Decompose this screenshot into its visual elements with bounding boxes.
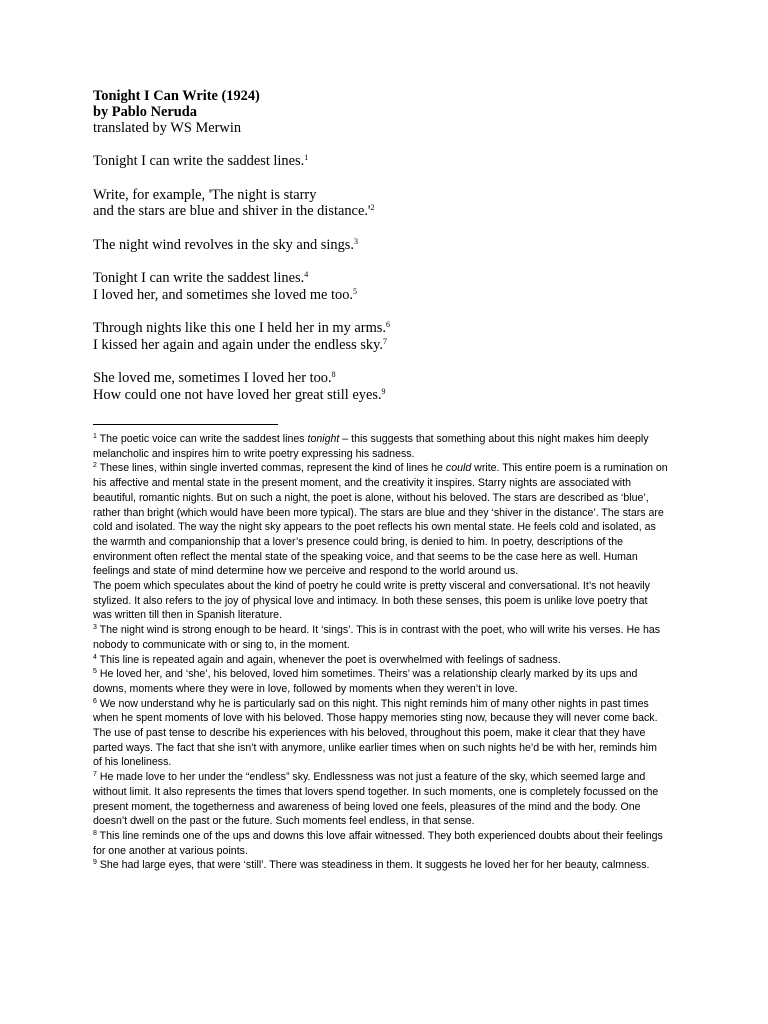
footnote-text: He made love to her under the “endless” sky. Endlessness was not just a feature of the sky, which seemed large and without limit. It also represents the times that lovers spend together. In such moments, one is completely focussed on the present moment, the togetherness and awareness of being loved one feels, pleasures of the mind and the body. One doesn’t dwell on the past or the future. Such moments feel endless, in that sense. bbox=[93, 771, 659, 828]
footnote-text: write. This entire poem is a rumination on his affective and mental state in the present moment, and the creativity it inspires. Starry nights are associated with beautiful, romantic nights. But on such a night, the poet is alone, without his beloved. The stars are described as ‘blue’, rather than bright (which would have been more typical). The stars are blue and they ‘shiver in the distance’. The stars are cold and isolated. The way the night sky appears to the poet reflects his own mental state. He feels cold and isolated, as the warmth and companionship that a lover’s presence could bring, is denied to him. In poetry, descriptions of the environment often reflect the mental state of the speaking voice, and that seems to be the case here as well. Human feelings and state of mind determine how we perceive and respond to the world around us. bbox=[93, 462, 668, 578]
footnote bbox=[93, 432, 668, 461]
poem-line-text: She loved me, sometimes I loved her too. bbox=[93, 370, 332, 386]
poem-line-text: Tonight I can write the saddest lines. bbox=[93, 270, 305, 286]
footnote-text: This line is repeated again and again, whenever the poet is overwhelmed with feelings of sadness. bbox=[96, 653, 561, 666]
footnote-number: 5 bbox=[93, 668, 97, 676]
poem-stanza bbox=[93, 237, 683, 254]
poem-stanza bbox=[93, 153, 683, 170]
poem-line-text: and the stars are blue and shiver in the distance.' bbox=[93, 203, 371, 219]
footnote-emphasis: tonight bbox=[307, 433, 340, 445]
poem-header bbox=[93, 88, 683, 136]
poem-line bbox=[93, 337, 683, 354]
footnote bbox=[93, 829, 668, 858]
footnote-number: 6 bbox=[93, 697, 97, 705]
footnote-text: These lines, within single inverted commas, represent the kind of lines he bbox=[96, 462, 446, 475]
poem-line bbox=[93, 320, 683, 337]
footnote-text: The poem which speculates about the kind of poetry he could write is pretty visceral and conversational. It’s not heavily stylized. It also refers to the joy of physical love and intimacy. In both these senses, this poem is unlike love poetry that was written till then in Spanish literature. bbox=[93, 580, 650, 622]
footnote-number: 8 bbox=[93, 829, 97, 837]
footnote bbox=[93, 697, 668, 771]
poem-line bbox=[93, 287, 683, 304]
footnote-reference[interactable]: 6 bbox=[385, 320, 390, 329]
poem-line bbox=[93, 187, 683, 204]
poem-translator: translated by WS Merwin bbox=[93, 120, 242, 136]
poem-line-text: I kissed her again and again under the endless sky. bbox=[93, 336, 383, 353]
footnote-number: 3 bbox=[93, 624, 97, 632]
footnote-number: 2 bbox=[93, 462, 97, 470]
footnote-text: The poetic voice can write the saddest lines bbox=[96, 433, 308, 445]
footnote-text: The night wind is strong enough to be heard. It ‘sings’. This is in contrast with the poet, who will write his verses. He has nobody to communicate with or sing to, in the moment. bbox=[93, 624, 661, 651]
poem-body bbox=[93, 153, 683, 403]
document-page bbox=[93, 88, 683, 873]
footnote-emphasis: could bbox=[445, 462, 472, 475]
poem-line bbox=[93, 387, 683, 404]
footnote bbox=[93, 858, 668, 873]
footnote-reference[interactable]: 2 bbox=[370, 203, 375, 212]
poem-stanza bbox=[93, 187, 683, 220]
footnote-text: He loved her, and ‘she’, his beloved, loved him sometimes. Theirs’ was a relationship clearly marked by its ups and downs, moments where they were in love, followed by moments when they weren’t in love. bbox=[93, 668, 638, 695]
footnote-number: 4 bbox=[93, 653, 97, 661]
footnote-reference[interactable]: 1 bbox=[304, 153, 309, 162]
footnote-number: 7 bbox=[93, 771, 97, 779]
poem-line-text: I loved her, and sometimes she loved me too. bbox=[93, 286, 353, 303]
poem-line bbox=[93, 153, 683, 170]
footnote-number: 1 bbox=[93, 433, 97, 440]
poem-line bbox=[93, 237, 683, 254]
footnote-text: This line reminds one of the ups and downs this love affair witnessed. They both experienced doubts about their feelings for one another at various points. bbox=[93, 829, 663, 857]
footnote bbox=[93, 623, 668, 652]
footnote-text: We now understand why he is particularly sad on this night. This night reminds him of many other nights in past times when he spent moments of love with his beloved. Those happy memories sting now, because they will never come back. The use of past tense to describe his experiences with his beloved, throughout this poem, make it clear that they have parted ways. The fact that she isn’t with anymore, unlike earlier times when on such nights he’d be with her, reminds him of his loneliness. bbox=[93, 697, 658, 769]
footnote bbox=[93, 667, 668, 696]
footnote-reference[interactable]: 9 bbox=[381, 386, 386, 396]
footnote-text: She had large eyes, that were ‘still’. There was steadiness in them. It suggests he loved her for her beauty, calmness. bbox=[96, 859, 650, 872]
poem-line-text: Tonight I can write the saddest lines. bbox=[93, 153, 305, 169]
footnote-separator bbox=[93, 424, 278, 425]
poem-line-text: Through nights like this one I held her in my arms. bbox=[93, 320, 386, 336]
footnotes bbox=[93, 432, 668, 873]
footnote-reference[interactable]: 4 bbox=[304, 270, 309, 279]
footnote-number: 9 bbox=[93, 859, 97, 867]
footnote-reference[interactable]: 3 bbox=[354, 236, 358, 246]
poem-stanza bbox=[93, 270, 683, 303]
poem-title: Tonight I Can Write (1924) bbox=[93, 88, 260, 104]
poem-line-text: How could one not have loved her great still eyes. bbox=[93, 386, 382, 403]
footnote bbox=[93, 653, 668, 668]
footnote-text: – this suggests that something about this night makes him deeply melancholic and inspires him to write poetry expressing his sadness. bbox=[93, 433, 649, 460]
poem-line bbox=[93, 270, 683, 287]
poem-line-text: Write, for example, 'The night is starry bbox=[93, 186, 317, 203]
poem-line bbox=[93, 370, 683, 387]
footnote bbox=[93, 579, 668, 623]
footnote-reference[interactable]: 7 bbox=[383, 336, 387, 346]
poem-author: by Pablo Neruda bbox=[93, 104, 197, 120]
footnote bbox=[93, 461, 668, 579]
footnote-reference[interactable]: 5 bbox=[353, 286, 357, 296]
poem-line-text: The night wind revolves in the sky and sings. bbox=[93, 236, 354, 253]
poem-stanza bbox=[93, 320, 683, 353]
footnote-reference[interactable]: 8 bbox=[331, 370, 336, 379]
poem-stanza bbox=[93, 370, 683, 403]
footnote bbox=[93, 770, 668, 829]
poem-line bbox=[93, 203, 683, 220]
